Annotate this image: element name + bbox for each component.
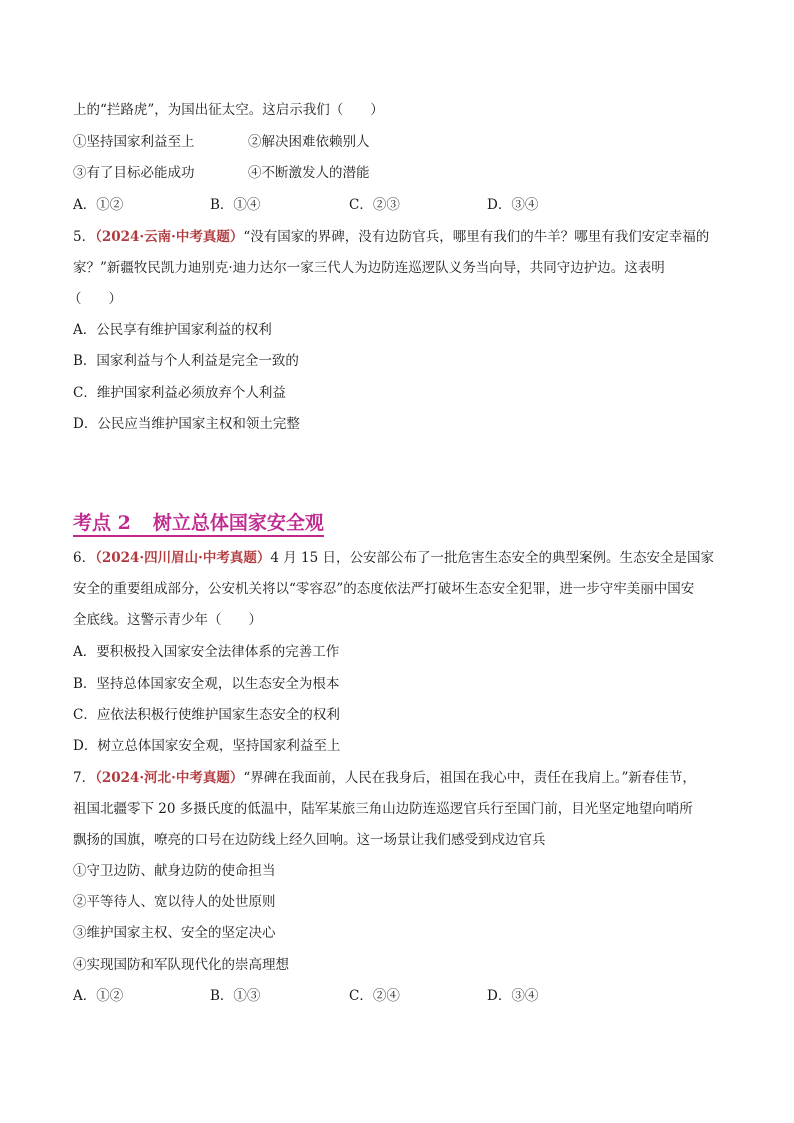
- q5-source: （2024·云南·中考真题）: [95, 229, 244, 245]
- section-heading: [73, 511, 324, 537]
- q6-stem-text-1: 4 月 15 日，公安部公布了一批危害生态安全的典型案例。生态安全是国家: [270, 550, 714, 566]
- q4-item-3: ③有了目标必能成功: [73, 165, 195, 181]
- q6-option-c[interactable]: C．应依法积极行使维护国家生态安全的权利: [73, 707, 340, 723]
- q6-stem-line-2: 安全的重要组成部分，公安机关将以“零容忍”的态度依法严打破坏生态安全犯罪，进一步守牢美丽中国安: [73, 581, 695, 597]
- q7-number: 7．: [73, 770, 96, 786]
- section-label: 考点 2: [73, 512, 131, 534]
- q7-item-1: ①守卫边防、献身边防的使命担当: [73, 863, 276, 879]
- q4-item-2: ②解决困难依赖别人: [248, 134, 370, 150]
- q7-stem-line-1: [73, 769, 733, 787]
- q7-source: （2024·河北·中考真题）: [95, 770, 244, 786]
- q7-item-4: ④实现国防和军队现代化的崇高理想: [73, 957, 289, 973]
- q4-items-row-2: [73, 164, 733, 182]
- q6-stem-line-1: [73, 549, 733, 567]
- q5-stem-line-1: [73, 228, 733, 246]
- q6-number: 6．: [73, 550, 96, 566]
- q4-option-d[interactable]: D．③④: [487, 197, 539, 213]
- q6-option-a[interactable]: A．要积极投入国家安全法律体系的完善工作: [73, 644, 340, 660]
- q4-item-4: ④不断激发人的潜能: [248, 165, 370, 181]
- q4-option-b[interactable]: B．①④: [210, 197, 261, 213]
- q7-option-a[interactable]: A．①②: [73, 988, 124, 1004]
- q5-stem-text-1: “没有国家的界碑，没有边防官兵，哪里有我们的牛羊？哪里有我们安定幸福的: [243, 229, 710, 245]
- q4-option-c[interactable]: C．②③: [349, 197, 400, 213]
- q4-option-a[interactable]: A．①②: [73, 197, 124, 213]
- q7-stem-line-2: 祖国北疆零下 20 多摄氏度的低温中，陆军某旅三角山边防连巡逻官兵行至国门前，目光坚定地望向哨所: [73, 801, 693, 817]
- q7-option-b[interactable]: B．①③: [210, 988, 261, 1004]
- q7-stem-line-3: 飘扬的国旗，嘹亮的口号在边防线上经久回响。这一场景让我们感受到戍边官兵: [73, 832, 546, 848]
- q6-stem-line-3: 全底线。这警示青少年（ ）: [73, 612, 262, 628]
- section-title: 树立总体国家安全观: [152, 512, 324, 534]
- q4-stem: 上的“拦路虎”，为国出征太空。这启示我们（ ）: [73, 102, 384, 118]
- q7-stem-text-1: “界碑在我面前，人民在我身后，祖国在我心中，责任在我肩上。”新春佳节，: [243, 770, 696, 786]
- q5-option-c[interactable]: C．维护国家利益必须放弃个人利益: [73, 385, 286, 401]
- q5-stem-line-2: 家？”新疆牧民凯力迪别克·迪力达尔一家三代人为边防连巡逻队义务当向导，共同守边护边。这表明: [73, 260, 665, 276]
- q5-option-b[interactable]: B．国家利益与个人利益是完全一致的: [73, 353, 299, 369]
- q6-source: （2024·四川眉山·中考真题）: [95, 550, 271, 566]
- q4-items-row-1: [73, 133, 733, 151]
- q5-number: 5．: [73, 229, 96, 245]
- q6-option-b[interactable]: B．坚持总体国家安全观，以生态安全为根本: [73, 676, 340, 692]
- q4-item-1: ①坚持国家利益至上: [73, 134, 195, 150]
- q5-stem-line-3: （ ）: [68, 291, 122, 307]
- q7-option-c[interactable]: C．②④: [349, 988, 400, 1004]
- q6-option-d[interactable]: D．树立总体国家安全观，坚持国家利益至上: [73, 738, 341, 754]
- q5-option-d[interactable]: D．公民应当维护国家主权和领土完整: [73, 416, 300, 432]
- q7-item-3: ③维护国家主权、安全的坚定决心: [73, 925, 276, 941]
- q7-option-d[interactable]: D．③④: [487, 988, 539, 1004]
- q7-item-2: ②平等待人、宽以待人的处世原则: [73, 894, 276, 910]
- q5-option-a[interactable]: A．公民享有维护国家利益的权利: [73, 322, 272, 338]
